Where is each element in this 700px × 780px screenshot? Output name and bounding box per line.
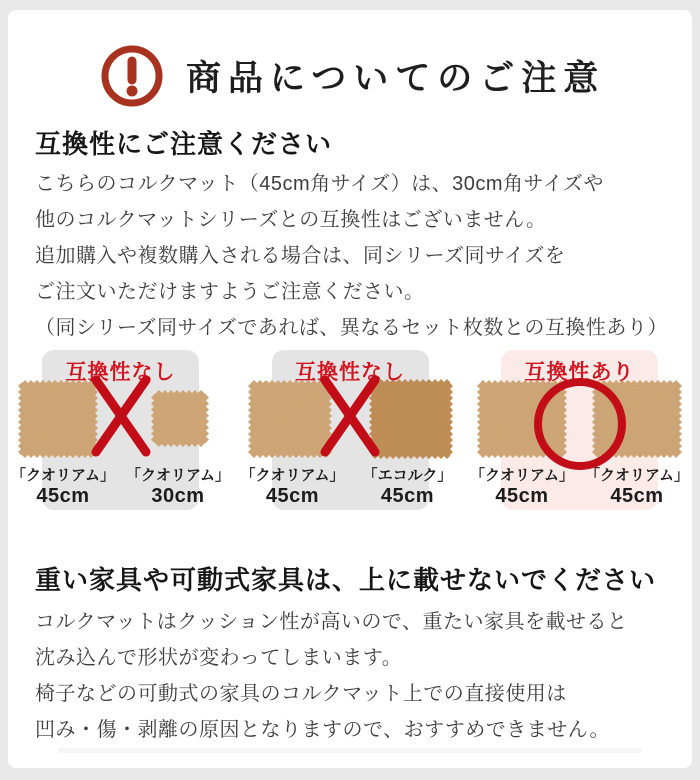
cork-mat bbox=[18, 380, 98, 458]
body-line: 沈み込んで形状が変わってしまいます。 bbox=[35, 647, 403, 669]
mat-size-label: 45cm bbox=[36, 485, 90, 507]
mat-label bbox=[236, 464, 350, 508]
body-line: 追加購入や複数購入される場合は、同シリーズ同サイズを bbox=[35, 245, 566, 267]
furniture-section-heading: 重い家具や可動式家具は、上に載せないでください bbox=[35, 565, 657, 595]
verdict-label: 互換性なし bbox=[295, 361, 405, 384]
x-mark-icon bbox=[88, 372, 154, 460]
cork-mat bbox=[151, 390, 209, 447]
mat-name-label: 「クオリアム」 bbox=[585, 467, 689, 484]
mat-name-label: 「エコルク」 bbox=[362, 467, 453, 484]
compat-section-heading: 互換性にご注意ください bbox=[35, 129, 333, 159]
verdict-label: 互換性なし bbox=[65, 361, 176, 384]
body-line: 他のコルクマットシリーズとの互換性はございません。 bbox=[35, 209, 547, 231]
mat-size-label: 30cm bbox=[151, 485, 205, 507]
section-divider bbox=[58, 748, 642, 753]
compat-panel-45-vs-30 bbox=[11, 350, 230, 510]
page-header bbox=[100, 42, 605, 110]
compat-section-body bbox=[35, 166, 668, 346]
circle-mark-icon bbox=[532, 376, 628, 472]
mat-name-label: 「クオリアム」 bbox=[11, 467, 115, 484]
mat-size-label: 45cm bbox=[610, 485, 664, 507]
page-title: 商品についてのご注意 bbox=[186, 59, 606, 98]
mat-size-label: 45cm bbox=[265, 485, 320, 507]
body-line: （同シリーズ同サイズであれば、異なるセット枚数との互換性あり） bbox=[35, 317, 668, 339]
body-line: 椅子などの可動式の家具のコルクマット上での直接使用は bbox=[35, 683, 567, 705]
mat-labels bbox=[6, 464, 235, 508]
compat-panel-same-series bbox=[470, 350, 689, 510]
body-line: こちらのコルクマット（45cm角サイズ）は、30cm角サイズや bbox=[35, 173, 604, 195]
alert-circle-icon bbox=[100, 43, 164, 109]
compat-panel-quolium-vs-ecork bbox=[240, 350, 453, 510]
mat-label bbox=[6, 464, 120, 508]
mat-name-label: 「クオリアム」 bbox=[470, 467, 574, 484]
compatibility-panels bbox=[11, 350, 689, 510]
body-line: ご注文いただけますようご注意ください。 bbox=[35, 281, 425, 303]
mat-size-label: 45cm bbox=[380, 485, 435, 507]
mat-label bbox=[351, 464, 465, 508]
furniture-section-body bbox=[35, 604, 628, 748]
mat-size-label: 45cm bbox=[495, 485, 549, 507]
mat-name-label: 「クオリアム」 bbox=[126, 467, 230, 484]
x-mark-icon bbox=[317, 372, 383, 460]
body-line: コルクマットはクッション性が高いので、重たい家具を載せると bbox=[35, 611, 628, 633]
verdict-label: 互換性あり bbox=[524, 361, 635, 384]
body-line: 凹み・傷・剥離の原因となりますので、おすすめできません。 bbox=[35, 719, 610, 741]
mat-name-label: 「クオリアム」 bbox=[240, 467, 345, 484]
mat-label bbox=[121, 464, 235, 508]
mat-labels bbox=[236, 464, 465, 508]
